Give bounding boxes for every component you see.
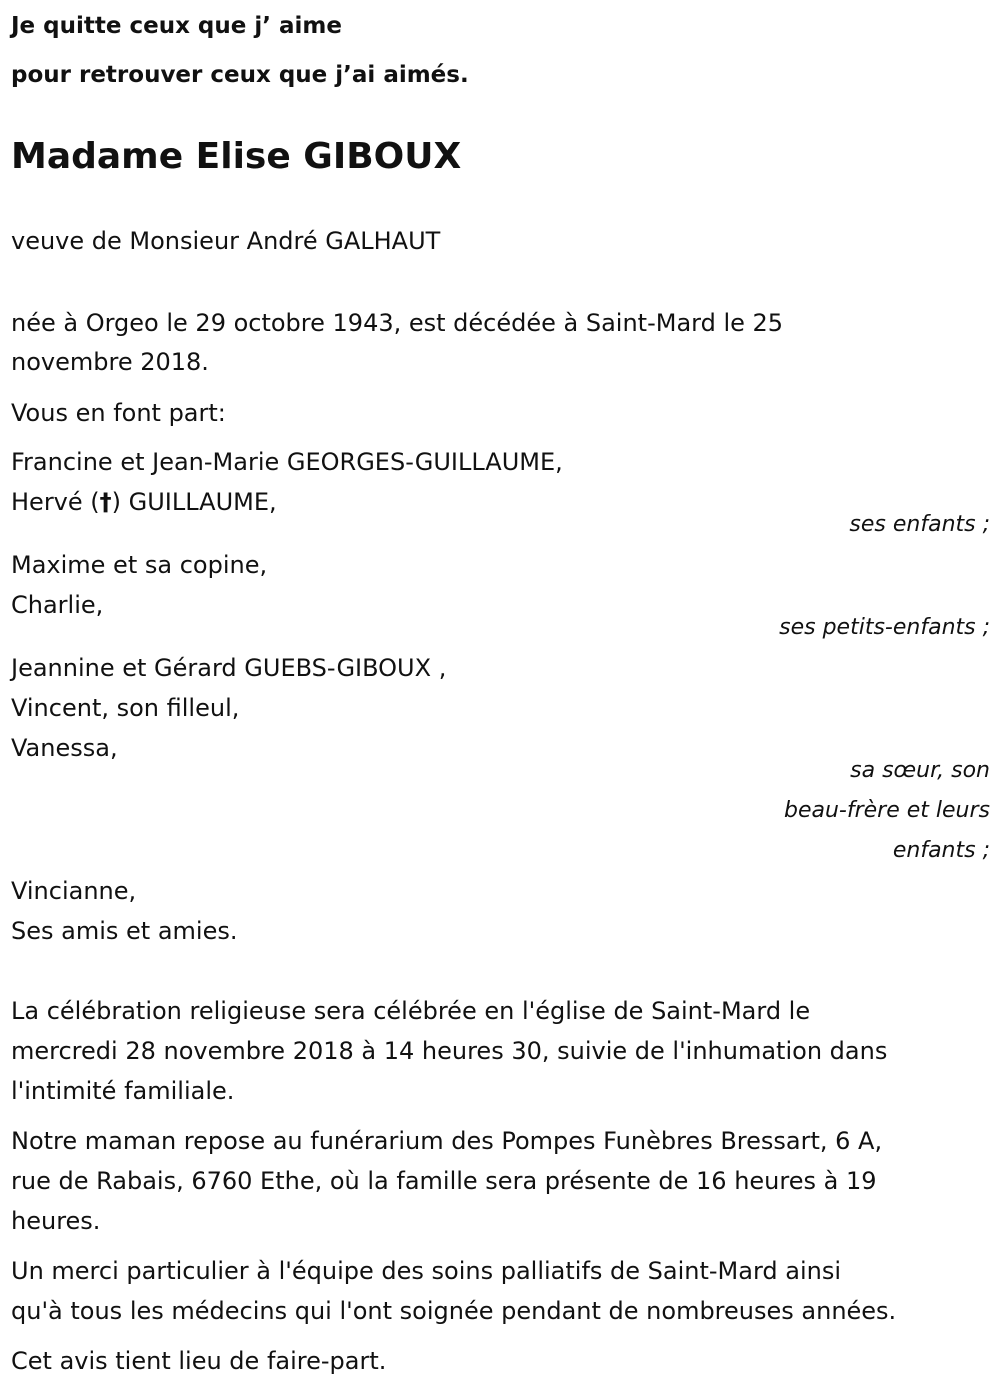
children-line-2 bbox=[11, 487, 277, 517]
sister-role-line-3: enfants ; bbox=[892, 838, 990, 863]
sister-line-2: Vincent, son filleul, bbox=[11, 694, 240, 722]
funerarium-line-2: rue de Rabais, 6760 Ethe, où la famille sera présente de 16 heures à 19 bbox=[11, 1167, 877, 1195]
children-line-2-suffix: ) GUILLAUME, bbox=[111, 488, 277, 516]
closing-line: Cet avis tient lieu de faire-part. bbox=[11, 1347, 387, 1375]
motto-line-2: pour retrouver ceux que j’ai aimés. bbox=[11, 62, 469, 88]
ceremony-line-1: La célébration religieuse sera célébrée en l'église de Saint-Mard le bbox=[11, 997, 811, 1025]
cross-icon: † bbox=[99, 488, 112, 516]
others-line-1: Vincianne, bbox=[11, 877, 137, 905]
thanks-line-2: qu'à tous les médecins qui l'ont soignée pendant de nombreuses années. bbox=[11, 1297, 897, 1325]
ceremony-line-2: mercredi 28 novembre 2018 à 14 heures 30, suivie de l'inhumation dans bbox=[11, 1037, 888, 1065]
sister-role-line-2: beau-frère et leurs bbox=[783, 798, 990, 823]
sister-role-line-1: sa sœur, son bbox=[850, 758, 990, 783]
birth-death-line-1: née à Orgeo le 29 octobre 1943, est décédée à Saint-Mard le 25 bbox=[11, 309, 784, 337]
announcement-intro: Vous en font part: bbox=[11, 399, 226, 427]
widow-of: veuve de Monsieur André GALHAUT bbox=[11, 227, 441, 255]
funerarium-line-3: heures. bbox=[11, 1207, 101, 1235]
thanks-line-1: Un merci particulier à l'équipe des soins palliatifs de Saint-Mard ainsi bbox=[11, 1257, 842, 1285]
deceased-name: Madame Elise GIBOUX bbox=[11, 136, 462, 177]
motto-line-1: Je quitte ceux que j’ aime bbox=[11, 13, 342, 39]
grandchildren-line-2: Charlie, bbox=[11, 591, 104, 619]
grandchildren-role: ses petits-enfants ; bbox=[779, 615, 990, 640]
children-line-2-prefix: Hervé ( bbox=[11, 488, 100, 516]
sister-line-3: Vanessa, bbox=[11, 734, 118, 762]
children-line-1: Francine et Jean-Marie GEORGES-GUILLAUME, bbox=[11, 448, 563, 476]
sister-line-1: Jeannine et Gérard GUEBS-GIBOUX , bbox=[11, 654, 447, 682]
ceremony-line-3: l'intimité familiale. bbox=[11, 1077, 235, 1105]
birth-death-line-2: novembre 2018. bbox=[11, 348, 209, 376]
grandchildren-line-1: Maxime et sa copine, bbox=[11, 551, 268, 579]
others-line-2: Ses amis et amies. bbox=[11, 917, 238, 945]
funerarium-line-1: Notre maman repose au funérarium des Pompes Funèbres Bressart, 6 A, bbox=[11, 1127, 883, 1155]
children-role: ses enfants ; bbox=[849, 512, 990, 537]
